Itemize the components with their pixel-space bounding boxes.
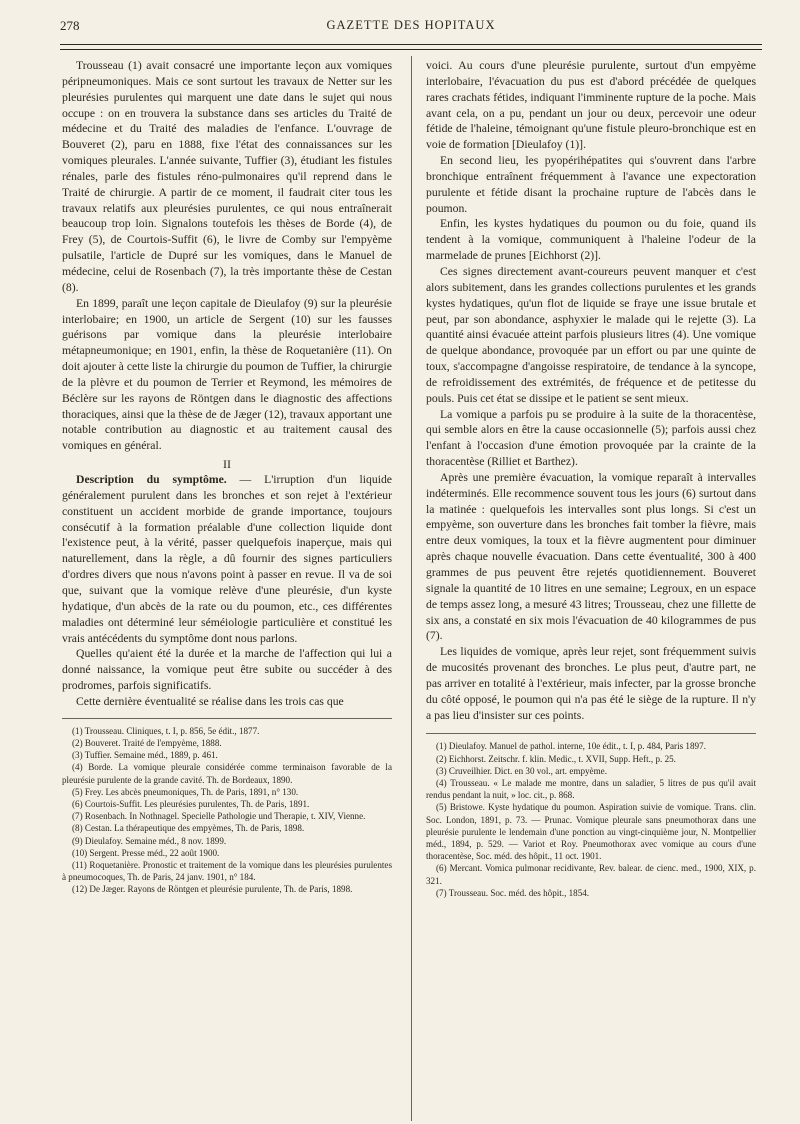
footnote: (5) Bristowe. Kyste hydatique du poumon. Aspiration suivie de vomique. Trans. clin. Soc. London, 1891, p. 73. — Prunac. Vomique pleurale sans pneumothorax dans une pleurésie purulente le lendemain d'une ponction au vingt-cinquième jour, N. Montpellier méd., 1894, p. 529. — Variot et Roy. Pneumothorax avec vomique au cours d'une thoracentèse, Soc. méd. des hôpit., 11 oct. 1901. (426, 802, 756, 862)
footnote: (7) Trousseau. Soc. méd. des hôpit., 1854. (436, 887, 590, 898)
footnote: (4) Trousseau. « Le malade me montre, dans un saladier, 5 litres de pus qu'il avait rendus pendant la nuit, » loc. cit., p. 868. (426, 778, 756, 801)
page-number: 278 (60, 18, 80, 33)
footnote: (3) Tuffier. Semaine méd., 1889, p. 461. (72, 750, 218, 761)
footnote: (2) Eichhorst. Zeitschr. f. klin. Medic., t. XVII, Supp. Heft., p. 25. (436, 753, 676, 764)
footnote: (2) Bouveret. Traité de l'empyème, 1888. (72, 737, 222, 748)
footnote: (8) Cestan. La thérapeutique des empyèmes, Th. de Paris, 1898. (72, 823, 305, 834)
section-title: Description du symptôme. (76, 473, 227, 487)
right-column (426, 58, 756, 899)
right-footnotes (426, 733, 756, 899)
footnote: (9) Dieulafoy. Semaine méd., 8 nov. 1899. (72, 835, 227, 846)
paragraph: En second lieu, les pyopérihépatites qui s'ouvrent dans l'arbre bronchique entraînent fréquemment à l'avance une expectoration purulente et fétide disant la prochaine rupture de l'abcès dans le poumon. (426, 154, 756, 215)
footnote: (3) Cruveilhier. Dict. en 30 vol., art. empyème. (436, 765, 607, 776)
paragraph: La vomique a parfois pu se produire à la suite de la thoracentèse, qui semble alors en être la cause occasionnelle (5); parfois aussi chez l'enfant à l'occasion d'une émotion provoquée par la crainte de la thoracentèse (Rilliet et Barthez). (426, 407, 756, 469)
left-footnotes (62, 718, 392, 896)
page-header (60, 14, 762, 42)
paragraph: Trousseau (1) avait consacré une importante leçon aux vomiques péripneumoniques. Mais ce sont surtout les travaux de Netter sur les pleurésies purulentes qui marquent une date dans le sujet qui nous occupe : on en trouvera la substance dans ses articles du Traité de médecine et du Traité des maladies de l'enfance. L'ouvrage de Bouveret (2), paru en 1888, fixe l'état des connaissances sur les vomiques pleurales. L'année suivante, Tuffier (3), étudiant les fistules rénales, parle des fistules réno-pulmonaires qu'il reprend dans le Traité de chirurgie. A partir de ce moment, il faudrait citer tous les travaux relatifs aux pleurésies purulentes, ce qui nous entraînerait beaucoup trop loin. Signalons toutefois les thèses de Borde (4), de Frey (5), de Courtois-Suffit (6), le livre de Comby sur l'empyème pulsatile, l'article de Dupré sur les vomiques, dans le Manuel de médecine, celui de Rosenbach (7), la très importante thèse de Cestan (8). (62, 59, 392, 294)
paragraph: Les liquides de vomique, après leur rejet, sont fréquemment suivis de mucosités provenant des bronches. Le plus peut, d'autre part, ne pas arriver en totalité à l'extérieur, mais infecter, par la grosse bronche du côté opposé, le poumon qui n'a pas été le siège de la rupture. Il n'y a pas lieu d'insister sur ces points. (426, 645, 756, 722)
paragraph (62, 472, 392, 646)
footnote: (6) Courtois-Suffit. Les pleurésies purulentes, Th. de Paris, 1891. (72, 798, 310, 809)
paragraph: En 1899, paraît une leçon capitale de Dieulafoy (9) sur la pleurésie interlobaire; en 1900, un article de Sergent (10) sur les fausses guérisons par vomique dans la pleurésie interlobaire métapneumonique; en 1901, enfin, la thèse de Roquetanière (11). On doit ajouter à cette liste la chirurgie du poumon de Tuffier, la chirurgie de la plèvre et du poumon de Terrier et Reymond, les mémoires de Béclère sur les rayons de Röntgen dans le diagnostic des affections thoraciques, ainsi que la thèse de de Jæger (12), travaux apportant une notable contribution au diagnostic et au traitement causal des vomiques en général. (62, 296, 392, 453)
footnote: (12) De Jæger. Rayons de Röntgen et pleurésie purulente, Th. de Paris, 1898. (72, 884, 353, 895)
left-column (62, 58, 392, 896)
paragraph: Après une première évacuation, la vomique reparaît à intervalles indéterminés. Elle recommence souvent tous les jours (6) surtout dans la matinée : quelquefois les intervalles sont plus longs. Si c'est un empyème, son ouverture dans les bronches fait tomber la fièvre, mais entre deux vomiques, la toux et la fièvre augmentent pour diminuer après chaque nouvelle évacuation. Dans cette éventualité, 300 à 400 grammes de pus peuvent être rejetés quotidiennement. Bouveret signale la quantité de 10 litres en une semaine; Legroux, en un espace de temps assez long, a mesuré 43 litres; Trousseau, chez une fillette de six ans, a constaté en six mois l'évacuation de 40 kilogrammes de pus (7). (426, 470, 756, 643)
section-paragraph-text: — L'irruption d'un liquide généralement purulent dans les bronches et son rejet à l'extérieur constituent un accident morbide de grande importance, toujours consécutif à la formation préalable d'une collection liquide dont l'existence peut, à la vérité, passer quelquefois inaperçue, mais qui naturellement, dans la règle, a dû fournir des signes particuliers d'ordres divers que nous n'avons point à passer en revue. Il va de soi que, suivant que la vomique relève d'une pleurésie, d'un kyste hydatique, d'un abcès de la rate ou du poumon, etc., ces différentes maladies ont déterminé leur séméiologie particulière et constitué les vrais antécédents du symptôme dont nous parlons. (62, 473, 392, 645)
left-column-body (62, 58, 392, 710)
paragraph: Quelles qu'aient été la durée et la marche de l'affection qui lui a donné naissance, la vomique peut être subite ou succéder à des prodromes, parfois significatifs. (62, 647, 392, 693)
footnote: (1) Dieulafoy. Manuel de pathol. interne, 10e édit., t. I, p. 484, Paris 1897. (436, 741, 706, 752)
column-divider (411, 56, 412, 1121)
footnote: (7) Rosenbach. In Nothnagel. Specielle Pathologie und Therapie, t. XIV, Vienne. (72, 811, 366, 822)
footnote: (1) Trousseau. Cliniques, t. I, p. 856, 5e édit., 1877. (72, 725, 260, 736)
paragraph: Enfin, les kystes hydatiques du poumon ou du foie, quand ils tendent à la vomique, communiquent à l'haleine l'odeur de la marmelade de prunes [Eichhorst (2)]. (426, 217, 756, 263)
right-column-body (426, 58, 756, 723)
header-rule (60, 44, 762, 50)
footnote: (6) Mercant. Vomica pulmonar recidivante, Rev. balear. de cienc. med., 1900, XIX, p. 321. (426, 863, 756, 886)
paragraph: Cette dernière éventualité se réalise dans les trois cas que (76, 694, 344, 708)
running-title: GAZETTE DES HOPITAUX (326, 18, 496, 32)
footnote: (10) Sergent. Presse méd., 22 août 1900. (72, 847, 220, 858)
footnote: (4) Borde. La vomique pleurale considérée comme terminaison favorable de la pleurésie purulente de la grande cavité. Th. de Bordeaux, 1890. (62, 762, 392, 785)
paragraph: Ces signes directement avant-coureurs peuvent manquer et c'est alors subitement, dans les grandes collections purulentes et les grands kystes hydatiques, qu'un flot de liquide se fraye une issue brutale et peut, par son abondance, asphyxier le malade qui le rejette (3). La quantité ainsi évacuée atteint parfois plusieurs litres (4). Une vomique de quelque abondance, provoquée par un effort ou par une quinte de toux, s'accompagne d'angoisse respiratoire, de tendance à la syncope, de refroidissement des extrémités, de fréquence et de petitesse du pouls. Puis cet état se dissipe et le patient se sent mieux. (426, 264, 756, 405)
section-numeral: II (223, 457, 231, 472)
footnote: (5) Frey. Les abcès pneumoniques, Th. de Paris, 1891, n° 130. (72, 786, 299, 797)
footnote: (11) Roquetanière. Pronostic et traitement de la vomique dans les pleurésies purulentes à pneumocoques, Th. de Paris, 24 janv. 1901, n° 184. (62, 859, 392, 883)
paragraph: voici. Au cours d'une pleurésie purulente, surtout d'un empyème interlobaire, l'évacuation du pus est d'abord précédée de quelques rares crachats fétides, indiquant l'imminente rupture de la poche. Mais avant cela, on a pu, pendant un jour ou deux, percevoir une odeur fétide de l'haleine, témoignant qu'une fistule pleuro-bronchique est en voie de formation [Dieulafoy (1)]. (426, 59, 756, 152)
